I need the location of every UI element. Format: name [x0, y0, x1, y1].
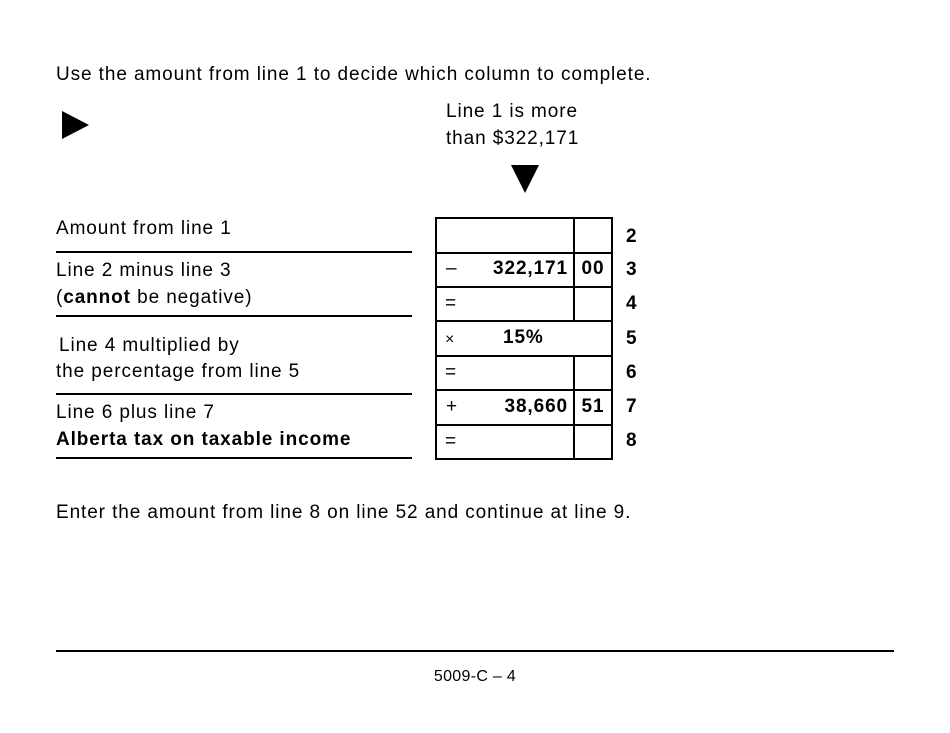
line-6-dollars-field[interactable]	[460, 356, 573, 390]
line-4-cents-field[interactable]	[576, 287, 611, 321]
line-8-dollars-field[interactable]	[460, 425, 573, 459]
column-header-line1: Line 1 is more	[446, 101, 578, 122]
label-line-4-rest: be negative)	[130, 287, 253, 308]
divider	[56, 315, 412, 317]
multiply-sign: ×	[445, 331, 456, 348]
equals-sign: =	[445, 293, 457, 314]
label-line-8: Alberta tax on taxable income	[56, 429, 352, 450]
plus-sign: +	[446, 396, 458, 417]
equals-sign: =	[445, 362, 457, 383]
column-header-line2: than $322,171	[446, 128, 580, 149]
line-7-dollars: 38,660	[504, 396, 568, 417]
line-4-dollars-field[interactable]	[460, 287, 573, 321]
label-line-6: the percentage from line 5	[56, 361, 301, 382]
line-3-cents: 00	[581, 258, 605, 279]
right-triangle-pointer-icon	[62, 111, 89, 139]
divider	[56, 457, 412, 459]
line-7-cents: 51	[581, 396, 605, 417]
label-line-4-open: (	[56, 287, 64, 308]
label-line-5: Line 4 multiplied by	[59, 335, 240, 356]
page-number: 5009-C – 4	[433, 668, 517, 685]
label-line-2: Amount from line 1	[56, 218, 232, 239]
down-triangle-arrow-icon	[511, 165, 539, 193]
line-8-cents-field[interactable]	[576, 425, 611, 459]
divider	[56, 251, 412, 253]
line-6-cents-field[interactable]	[576, 356, 611, 390]
label-line-4-bold: cannot	[63, 287, 131, 308]
label-line-3: Line 2 minus line 3	[56, 260, 232, 281]
page-footer-rule	[56, 650, 894, 652]
line-number-7: 7	[626, 396, 638, 417]
line-number-2: 2	[626, 226, 638, 247]
line-number-8: 8	[626, 430, 638, 451]
line-2-cents-field[interactable]	[576, 218, 611, 252]
label-line-7: Line 6 plus line 7	[56, 402, 215, 423]
line-5-rate: 15%	[503, 327, 544, 348]
footer-instruction: Enter the amount from line 8 on line 52 and continue at line 9.	[56, 502, 632, 523]
minus-sign: –	[446, 258, 458, 279]
line-3-dollars: 322,171	[493, 258, 568, 279]
line-number-6: 6	[626, 362, 638, 383]
equals-sign: =	[445, 431, 457, 452]
line-number-3: 3	[626, 259, 638, 280]
line-number-4: 4	[626, 293, 638, 314]
intro-text: Use the amount from line 1 to decide which column to complete.	[56, 64, 652, 85]
line-number-5: 5	[626, 328, 638, 349]
divider	[56, 393, 412, 395]
label-line-4	[56, 284, 252, 311]
line-2-dollars-field[interactable]	[438, 218, 573, 252]
